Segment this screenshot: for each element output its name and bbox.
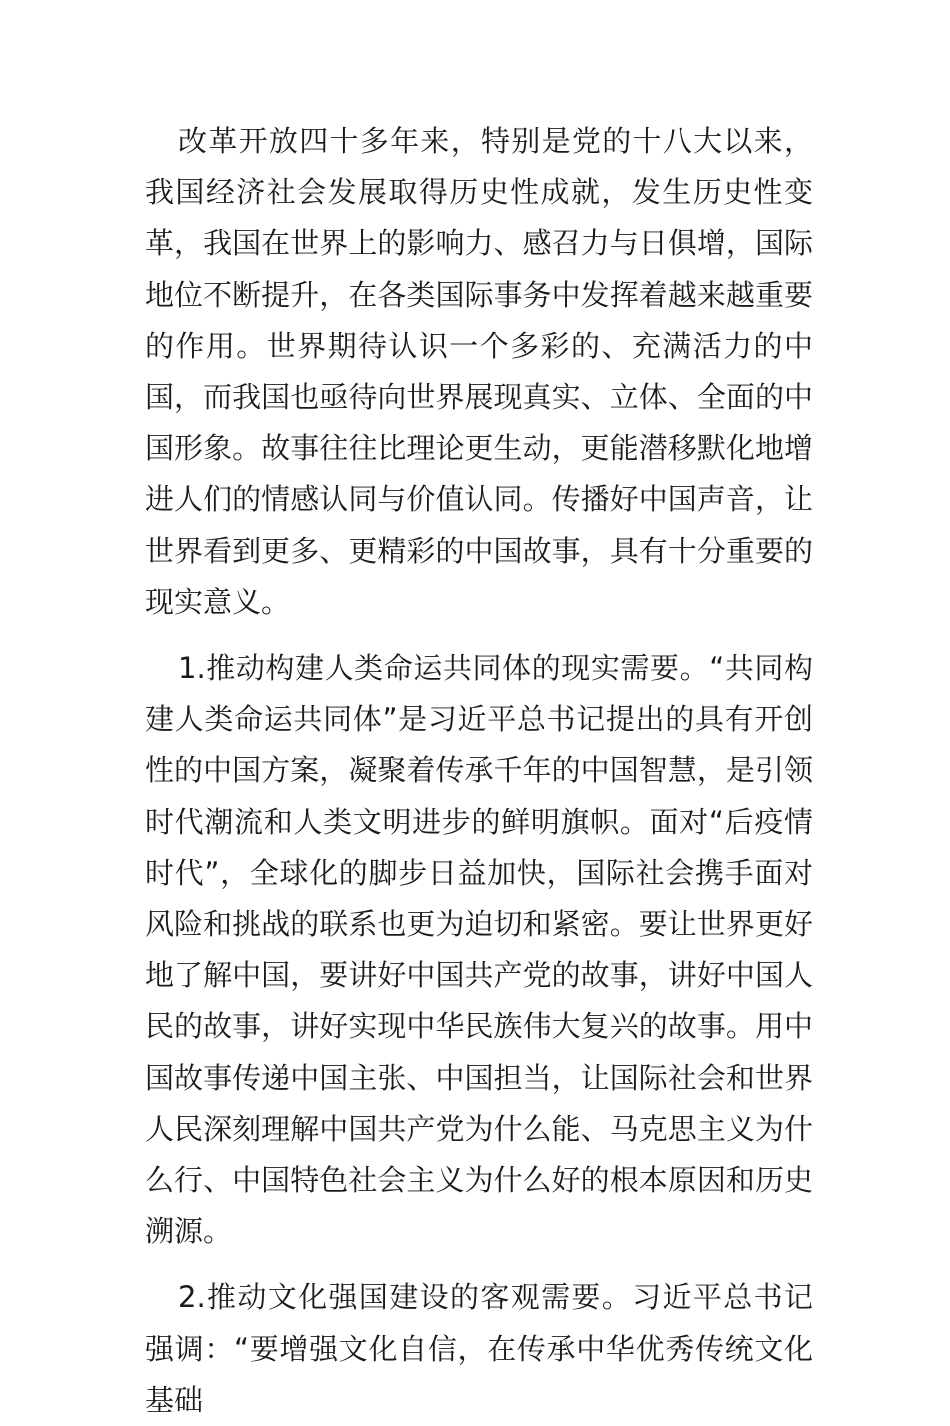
- paragraph-intro: 改革开放四十多年来，特别是党的十八大以来，我国经济社会发展取得历史性成就，发生历史性变革，我国在世界上的影响力、感召力与日俱增，国际地位不断提升，在各类国际事务中发挥着越来越重要的作用。世界期待认识一个多彩的、充满活力的中国，而我国也亟待向世界展现真实、立体、全面的中国形象。故事往往比理论更生动，更能潜移默化地增进人们的情感认同与价值认同。传播好中国声音，让世界看到更多、更精彩的中国故事，具有十分重要的现实意义。: [145, 124, 813, 619]
- paragraph-point-2: 2.推动文化强国建设的客观需要。习近平总书记强调：“要增强文化自信，在传承中华优秀传统文化基础: [145, 1280, 813, 1417]
- paragraph-point-1: 1.推动构建人类命运共同体的现实需要。“共同构建人类命运共同体”是习近平总书记提出的具有开创性的中国方案，凝聚着传承千年的中国智慧，是引领时代潮流和人类文明进步的鲜明旗帜。面对“后疫情时代”，全球化的脚步日益加快，国际社会携手面对风险和挑战的联系也更为迫切和紧密。要让世界更好地了解中国，要讲好中国共产党的故事，讲好中国人民的故事，讲好实现中华民族伟大复兴的故事。用中国故事传递中国主张、中国担当，让国际社会和世界人民深刻理解中国共产党为什么能、马克思主义为什么行、中国特色社会主义为什么好的根本原因和历史溯源。: [145, 651, 813, 1249]
- document-body: [145, 116, 813, 1426]
